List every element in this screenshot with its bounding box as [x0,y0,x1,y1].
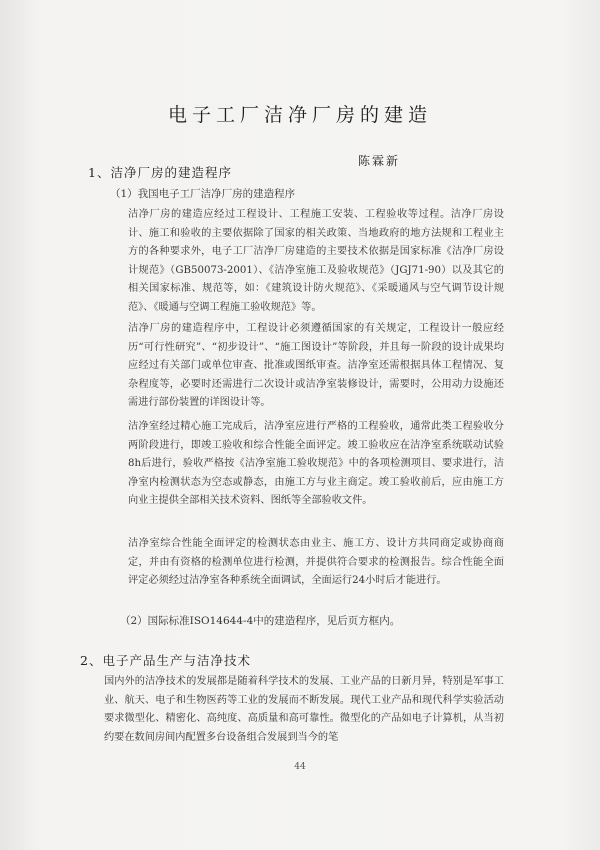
section-heading-2: 2、电子产品生产与洁净技术 [80,653,251,668]
section1-paragraph-3 [128,418,504,511]
section2-paragraph-1 [104,673,504,747]
page-number: 44 [294,762,306,772]
author-name: 陈霖新 [358,154,401,168]
paragraph-text: 国内外的洁净技术的发展都是随着科学技术的发展、工业产品的日新月异，特别是军事工业、航天、电子和生物医药等工业的发展而不断发展。现代工业产品和现代科学实验活动要求微型化、精密化、高纯度、高质量和高可靠性。微型化的产品如电子计算机，从当初约要在数间房间内配置多台设备组合发展到当今的笔 [104,676,504,743]
page-title: 电子工厂洁净厂房的建造 [167,104,432,126]
paragraph-text: 洁净厂房的建造程序中，工程设计必须遵循国家的有关规定，工程设计一般应经历“可行性研究”、“初步设计”、“施工图设计”等阶段，并且每一阶段的设计成果均应经过有关部门或单位审查、批准或图纸审查。洁净室还需根据具体工程情况、复杂程度等，必要时还需进行二次设计或洁净室装修设计，需要时，公用动力设施还需进行部份装置的详图设计等。 [128,323,504,409]
paragraph-text: 洁净室经过精心施工完成后，洁净室应进行严格的工程验收，通常此类工程验收分两阶段进行，即竣工验收和综合性能全面评定。竣工验收应在洁净室系统联动试验8h后进行，验收严格按《洁净室施工验收规范》中的各项检测项目、要求进行，洁净室内检测状态为空态或静态，由施工方与业主商定。竣工验收前后，应由施工方向业主提供全部相关技术资料、图纸等全部验收文件。 [128,421,504,507]
section-heading-1: 1、洁净厂房的建造程序 [88,165,232,180]
subsection-heading-1: （1）我国电子工厂洁净厂房的建造程序 [110,188,296,200]
subsection-heading-2: （2）国际标准ISO14644-4中的建造程序，见后页方框内。 [120,615,401,627]
paragraph-text: 洁净厂房的建造应经过工程设计、工程施工安装、工程验收等过程。洁净厂房设计、施工和验收的主要依据除了国家的相关政策、当地政府的地方法规和工程业主方的各种要求外，电子工厂洁净厂房建造的主要技术依据是国家标准《洁净厂房设计规范》（GB50073-2001）、《洁净室施工及验收规范》（JGJ71-90）以及其它的相关国家标准、规范等，如：《建筑设计防火规范》、《采暖通风与空气调节设计规范》、《暖通与空调工程施工验收规范》等。 [128,209,504,313]
section1-paragraph-2 [128,320,504,413]
section1-paragraph-4 [128,535,504,591]
section1-paragraph-1 [128,206,504,318]
paragraph-text: 洁净室综合性能全面评定的检测状态由业主、施工方、设计方共同商定或协商商定，并由有资格的检测单位进行检测，并提供符合要求的检测报告。综合性能全面评定必须经过洁净室各种系统全面调试，全面运行24小时后才能进行。 [128,538,504,587]
